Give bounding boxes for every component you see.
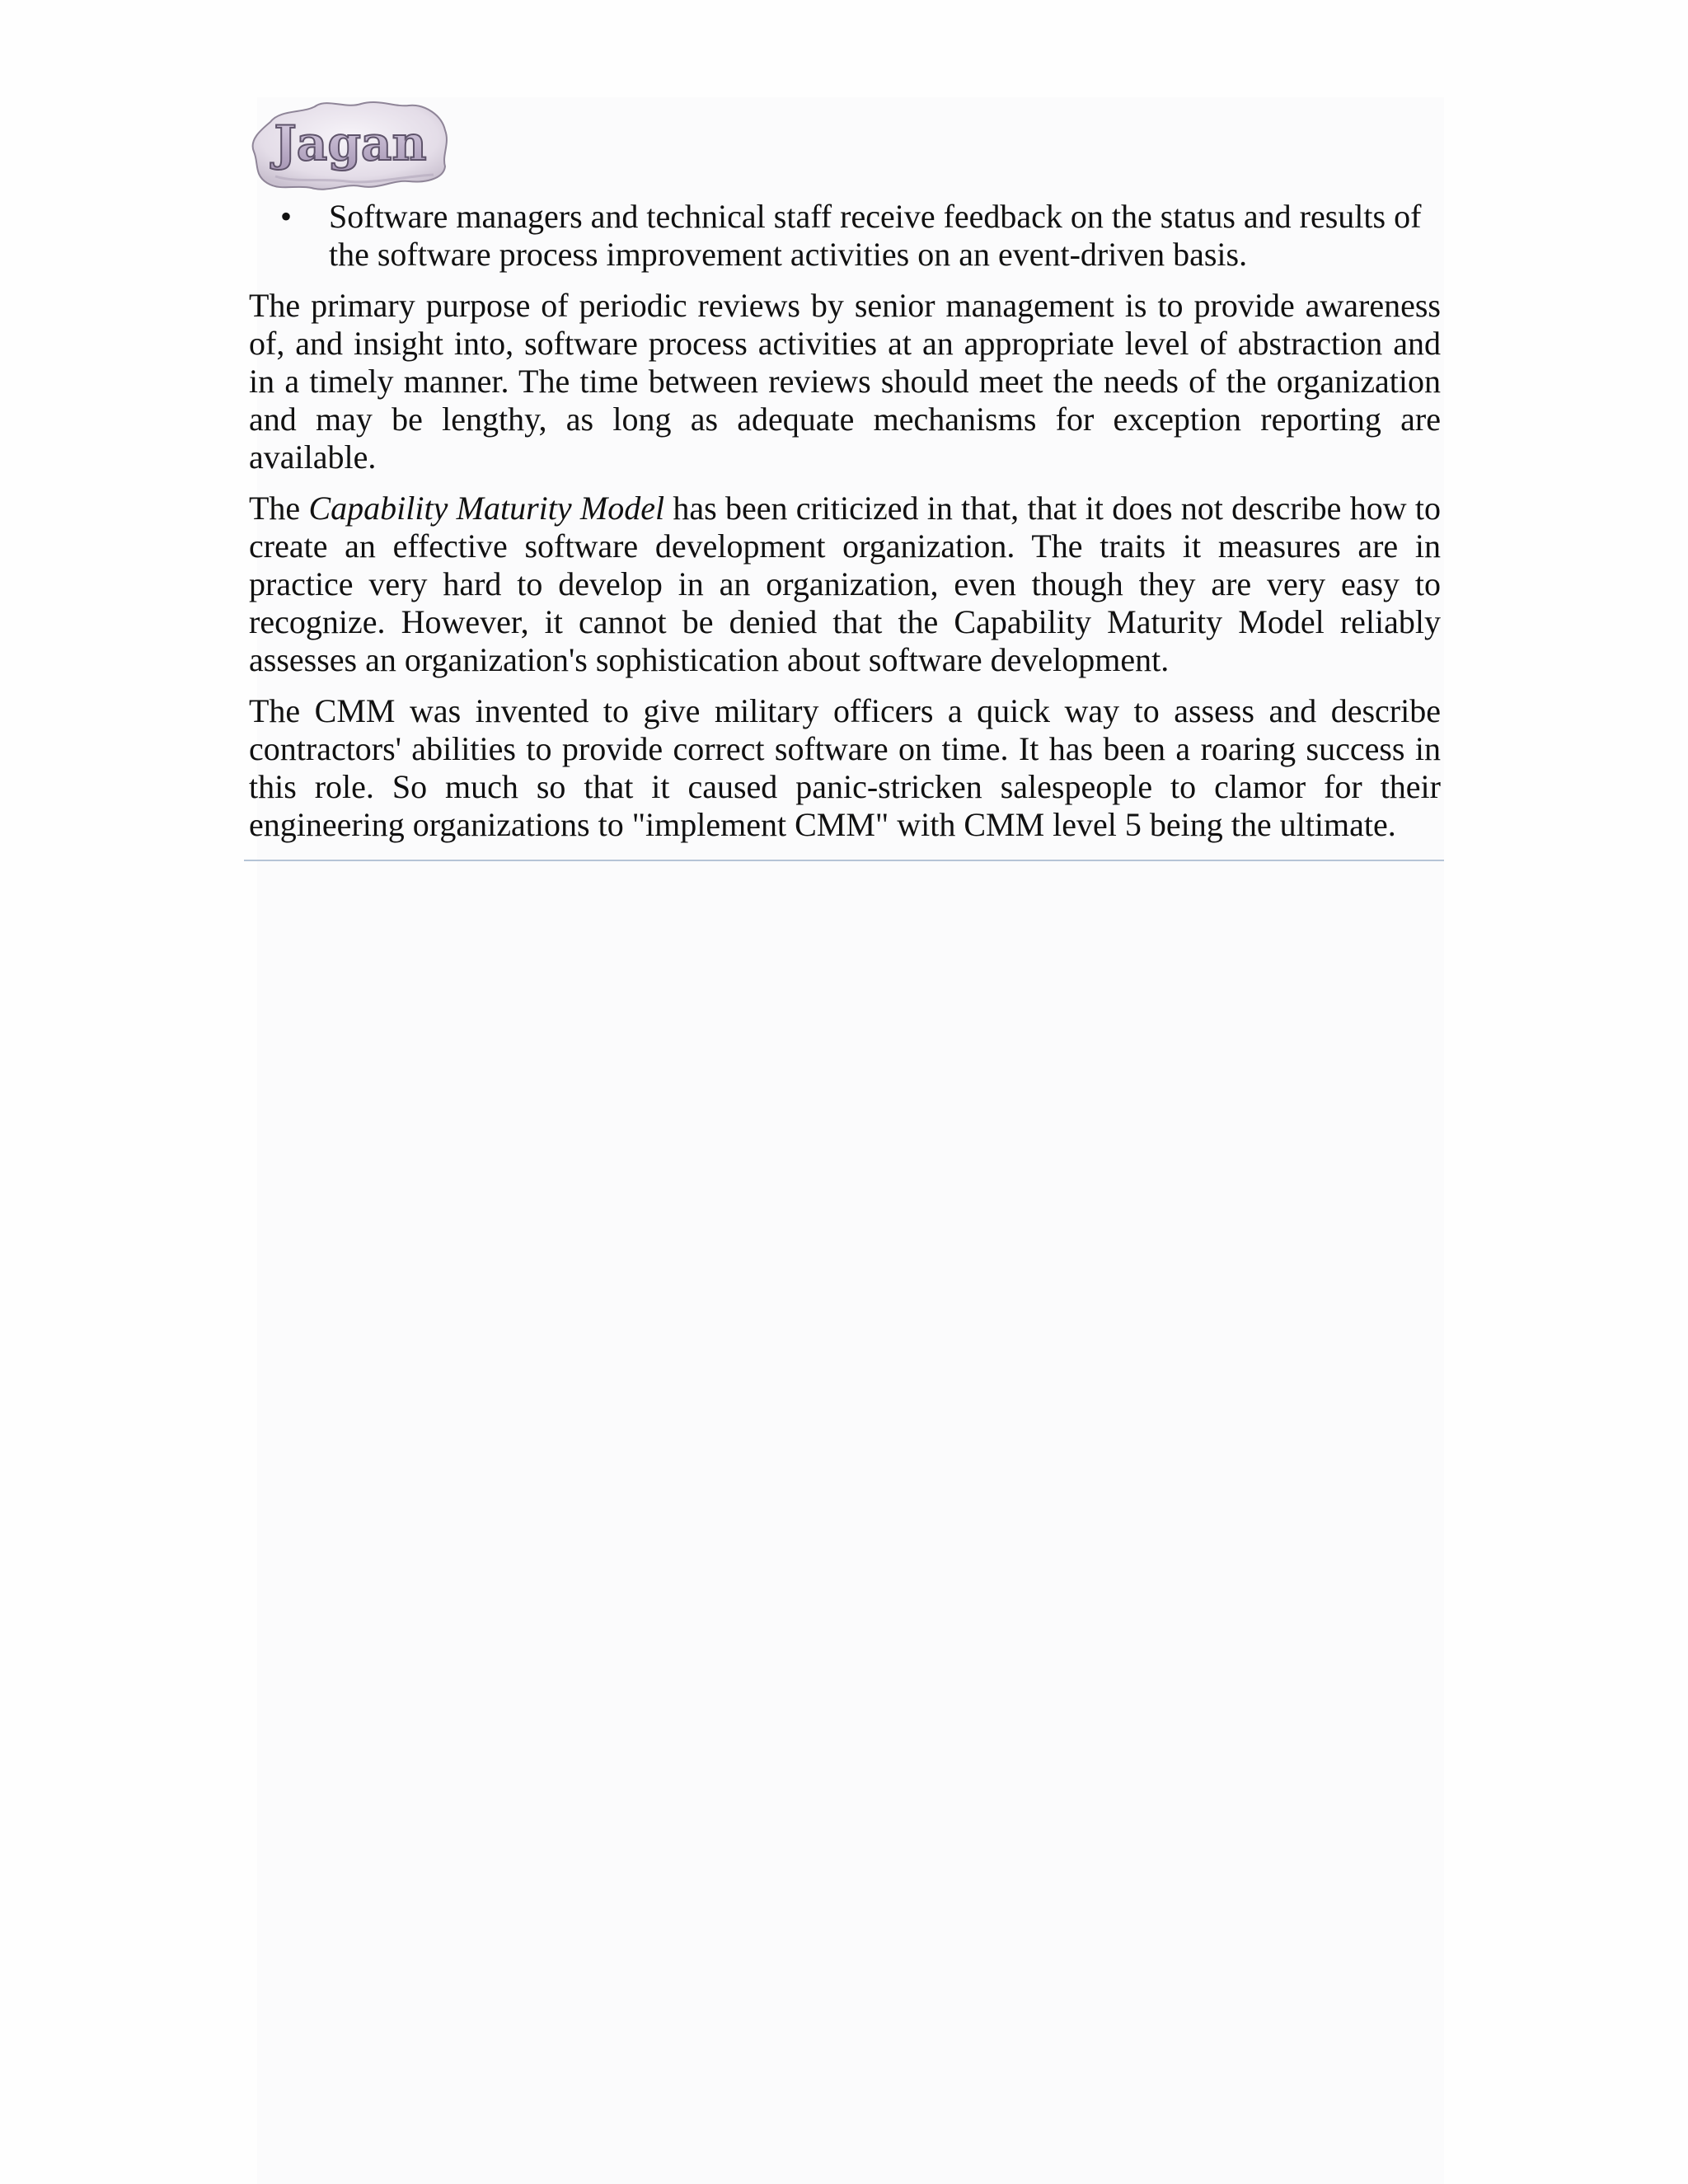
emphasized-term: Capability Maturity Model [308,490,665,527]
list-item [249,198,1441,274]
logo-text: Jagan [274,115,427,171]
paragraph-lead-text: The [249,490,309,527]
bullet-list [249,198,1441,274]
paragraph-continuation: has been criticized in that, that it does not describe how to create an effective software development organization. The traits it measures are in practice very hard to develop in an organization, even though they are very easy to recognize. However, it cannot be denied that the Capability Maturity Model reliably assesses an organization's sophistication about software development. [249,490,1441,678]
jagan-logo [247,97,453,194]
horizontal-divider [244,860,1444,861]
paragraph-cmm-origin: The CMM was invented to give military officers a quick way to assess and describe contractors' abilities to provide correct software on time. It has been a roaring success in this role. So much so that it caused panic-stricken salespeople to clamor for their engineering organizations to "implement CMM" with CMM level 5 being the ultimate. [249,692,1441,843]
paragraph-periodic-reviews: The primary purpose of periodic reviews by senior management is to provide awareness of, and insight into, software process activities at an appropriate level of abstraction and in a timely manner. The time between reviews should meet the needs of the organization and may be lengthy, as long as adequate mechanisms for exception reporting are available. [249,287,1441,476]
document-body [249,198,1441,844]
bullet-icon: • [280,198,293,235]
bullet-text: Software managers and technical staff receive feedback on the status and results of the software process improvement activities on an event-driven basis. [329,198,1422,273]
paragraph-cmm-criticism [249,490,1441,679]
